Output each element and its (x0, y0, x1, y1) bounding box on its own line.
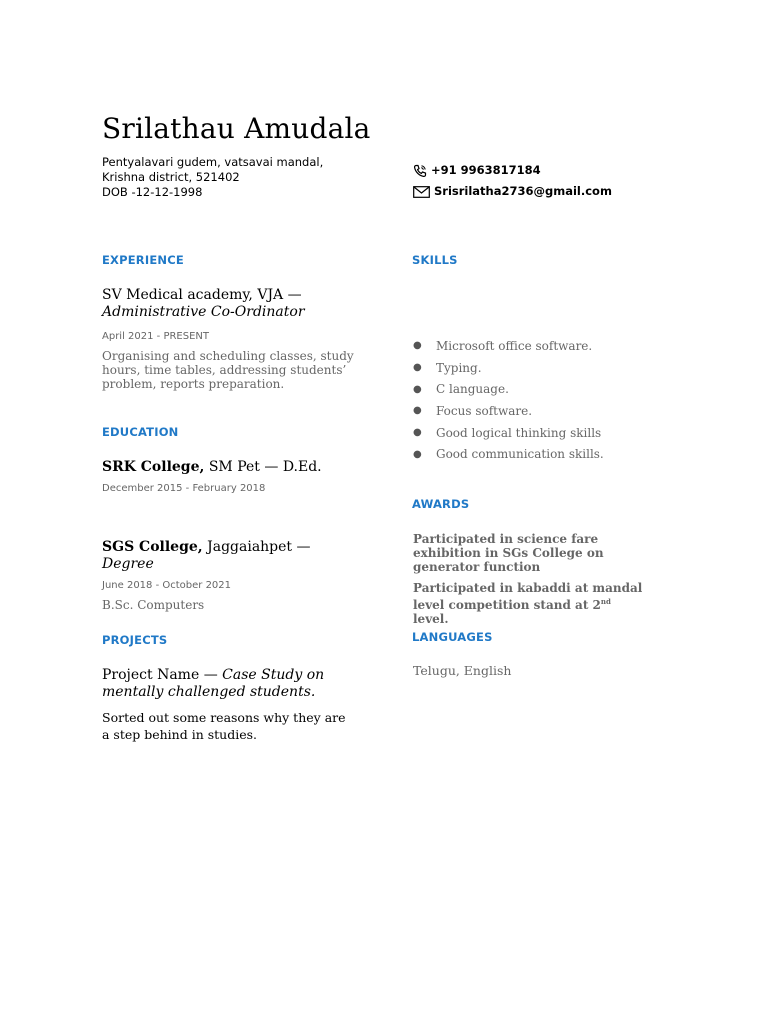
contact-info (413, 160, 612, 202)
skills-list (413, 335, 653, 465)
education-heading: EDUCATION (102, 425, 179, 439)
experience-date: April 2021 - PRESENT (102, 331, 210, 342)
address-line-2: Krishna district, 521402 (102, 170, 240, 184)
skill-item (413, 443, 653, 465)
title-dash: — (283, 287, 302, 303)
education-school-2: SGS College, (102, 539, 203, 555)
skills-heading: SKILLS (412, 253, 458, 267)
education-title-2 (102, 539, 362, 573)
award-item-2 (413, 581, 645, 626)
award-2-text: Participated in kabaddi at mandal level competition stand at 2 (413, 581, 643, 612)
awards-heading: AWARDS (412, 497, 470, 511)
contact-address (102, 155, 323, 200)
experience-entry (102, 287, 362, 391)
skill-item (413, 422, 653, 444)
envelope-icon (413, 186, 430, 198)
skill-text: Good communication skills. (436, 447, 604, 462)
project-case-title: Case Study on mentally challenged students. (102, 667, 325, 700)
email-row (413, 181, 612, 202)
skill-text: Microsoft office software. (436, 338, 593, 353)
bullet-icon: ● (413, 448, 422, 460)
bullet-icon: ● (413, 427, 422, 439)
skill-item (413, 335, 653, 357)
bullet-icon: ● (413, 362, 422, 374)
date-of-birth: DOB -12-12-1998 (102, 185, 203, 199)
skill-text: Focus software. (436, 403, 533, 418)
education-title-1 (102, 459, 362, 476)
education-entry-1 (102, 459, 362, 494)
experience-org: SV Medical academy, VJA (102, 287, 284, 303)
project-name-label: Project Name (102, 667, 200, 683)
education-school-1: SRK College, (102, 459, 205, 475)
skill-item (413, 378, 653, 400)
project-description: Sorted out some reasons why they are a step behind in studies. (102, 710, 346, 742)
education-date-2: June 2018 - October 2021 (102, 580, 232, 591)
phone-icon (413, 164, 427, 178)
education-detail-2: B.Sc. Computers (102, 598, 205, 612)
award-2-end: level. (413, 612, 449, 626)
project-title (102, 667, 354, 701)
education-place-2: Jaggaiahpet — (202, 539, 311, 555)
phone-number[interactable]: +91 9963817184 (431, 163, 541, 177)
phone-row (413, 160, 612, 181)
experience-heading: EXPERIENCE (102, 253, 184, 267)
projects-heading: PROJECTS (102, 633, 168, 647)
skill-text: Typing. (436, 360, 482, 375)
bullet-icon: ● (413, 340, 422, 352)
award-item-1: Participated in science fare exhibition in SGs College on generator function (413, 532, 604, 574)
education-entry-2 (102, 539, 362, 612)
skill-item (413, 357, 653, 379)
education-degree-2: Degree (102, 556, 154, 572)
awards-list (413, 532, 645, 626)
candidate-name: Srilathau Amudala (102, 112, 371, 145)
address-line-1: Pentyalavari gudem, vatsavai mandal, (102, 155, 324, 169)
languages-heading: LANGUAGES (412, 630, 493, 644)
project-entry (102, 667, 354, 743)
email-address[interactable]: Srisrilatha2736@gmail.com (434, 184, 612, 198)
experience-title (102, 287, 362, 321)
experience-role: Administrative Co-Ordinator (102, 304, 305, 320)
experience-description: Organising and scheduling classes, study hours, time tables, addressing students’ problem, reports preparation. (102, 349, 354, 391)
languages-value: Telugu, English (413, 663, 512, 678)
skill-text: Good logical thinking skills (436, 425, 602, 440)
skill-text: C language. (436, 382, 509, 397)
award-2-superscript: nd (600, 597, 611, 606)
education-place-1: SM Pet — D.Ed. (204, 459, 322, 475)
bullet-icon: ● (413, 405, 422, 417)
bullet-icon: ● (413, 383, 422, 395)
skill-item (413, 400, 653, 422)
education-date-1: December 2015 - February 2018 (102, 483, 266, 494)
project-dash: — (199, 667, 223, 683)
